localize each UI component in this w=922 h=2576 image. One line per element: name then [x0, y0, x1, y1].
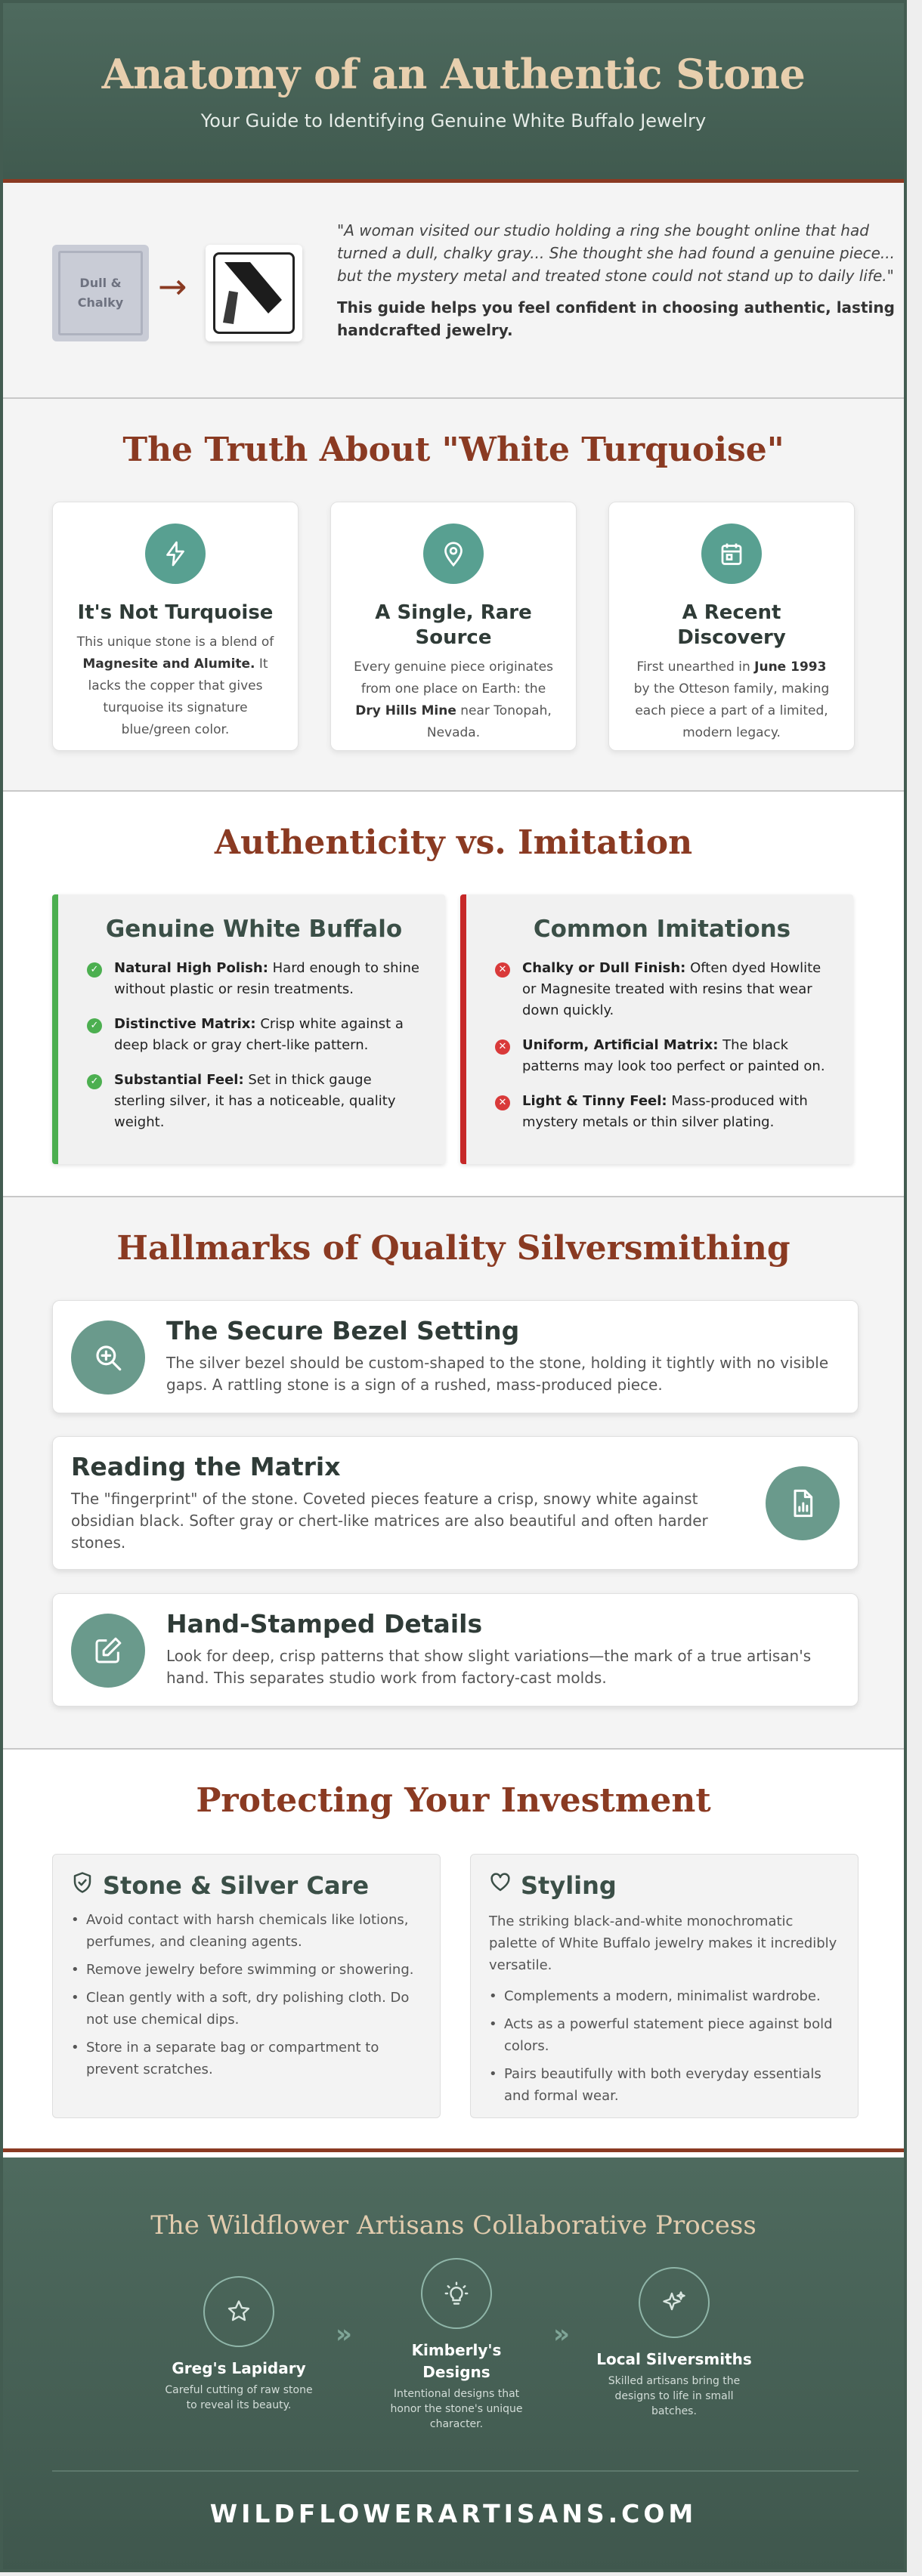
- hallmark-matrix: [52, 1436, 859, 1570]
- authenticity-section: [3, 792, 904, 1197]
- list-item: ✕ Light & Tinny Feel: Mass-produced with mystery metals or thin silver plating.: [490, 1091, 834, 1133]
- check-icon: ✓: [87, 962, 102, 978]
- header: [3, 3, 904, 183]
- lightbulb-icon: [421, 2258, 492, 2329]
- hallmark-text: The silver bezel should be custom-shaped to the stone, holding it tightly with no visible gaps. A rattling stone is a sign of a rushed, mass-produced piece.: [166, 1354, 829, 1394]
- hallmark-title: Hand-Stamped Details: [166, 1609, 483, 1639]
- star-icon: [203, 2276, 274, 2347]
- page-title: Anatomy of an Authentic Stone: [101, 50, 806, 98]
- authenticity-title: Authenticity vs. Imitation: [214, 823, 693, 862]
- list-item: ✓ Distinctive Matrix: Crisp white against a deep black or gray chert-like pattern.: [82, 1014, 425, 1056]
- imitation-column: [460, 894, 853, 1164]
- step-title: Kimberly's Designs: [411, 2341, 502, 2381]
- footer: [3, 2157, 904, 2572]
- page-subtitle: Your Guide to Identifying Genuine White Buffalo Jewelry: [200, 110, 707, 131]
- care-box: [52, 1854, 441, 2118]
- check-icon: ✓: [87, 1018, 102, 1033]
- hallmark-stamped: [52, 1593, 859, 1707]
- dull-stone-label: Dull & Chalky: [58, 251, 143, 335]
- imitation-heading: Common Imitations: [533, 916, 791, 943]
- fact-card-text: First unearthed in June 1993 by the Otteson family, making each piece a part of a limited, modern legacy.: [633, 659, 830, 740]
- list-item: ✕ Uniform, Artificial Matrix: The black patterns may look too perfect or painted on.: [490, 1035, 834, 1077]
- process-step-designs: [377, 2258, 536, 2432]
- truth-section: [3, 399, 904, 792]
- step-desc: Skilled artisans bring the designs to life in small batches.: [608, 2375, 741, 2417]
- hallmarks-section: [3, 1197, 904, 1750]
- step-desc: Careful cutting of raw stone to reveal its beauty.: [165, 2384, 313, 2411]
- fact-card-title: A Single, Rare Source: [375, 601, 532, 649]
- guide-purpose: This guide helps you feel confident in choosing authentic, lasting handcrafted jewelry.: [337, 298, 895, 339]
- fact-card-text: This unique stone is a blend of Magnesite and Alumite. It lacks the copper that gives turquoise its signature blue/green color.: [76, 635, 274, 737]
- calendar-icon: [701, 524, 762, 584]
- intro-section: [3, 183, 904, 399]
- list-item: • Pairs beautifully with both everyday essentials and formal wear.: [489, 2063, 840, 2107]
- list-item: • Store in a separate bag or compartment to prevent scratches.: [71, 2037, 422, 2080]
- intro-quote-block: [337, 219, 900, 341]
- hallmarks-title: Hallmarks of Quality Silversmithing: [116, 1229, 791, 1268]
- shield-check-icon: [71, 1871, 94, 1900]
- list-item: ✓ Substantial Feel: Set in thick gauge sterling silver, it has a noticeable, quality weight.: [82, 1070, 425, 1133]
- dull-stone-sample: [52, 245, 149, 341]
- fact-card-recent-discovery: [608, 502, 855, 751]
- magnifier-plus-icon: [71, 1320, 145, 1395]
- care-heading: Stone & Silver Care: [71, 1871, 422, 1900]
- arrow-right-icon: →: [158, 266, 187, 307]
- website-link[interactable]: WILDFLOWERARTISANS.COM: [209, 2499, 698, 2528]
- hallmark-title: The Secure Bezel Setting: [166, 1316, 520, 1345]
- list-item: • Clean gently with a soft, dry polishing cloth. Do not use chemical dips.: [71, 1987, 422, 2031]
- footer-divider: [52, 2470, 859, 2472]
- list-item: • Acts as a powerful statement piece against bold colors.: [489, 2013, 840, 2057]
- list-item: • Avoid contact with harsh chemicals like lotions, perfumes, and cleaning agents.: [71, 1909, 422, 1953]
- lightning-icon: [145, 524, 206, 584]
- sparkles-icon: [639, 2267, 710, 2338]
- fact-card-text: Every genuine piece originates from one place on Earth: the Dry Hills Mine near Tonopah, Nevada.: [354, 659, 553, 740]
- list-item: ✕ Chalky or Dull Finish: Often dyed Howlite or Magnesite treated with resins that wear down quickly.: [490, 958, 834, 1021]
- genuine-column: [52, 894, 445, 1164]
- chevron-double-right-icon: »: [336, 2319, 352, 2349]
- styling-box: [470, 1854, 859, 2118]
- process-step-silversmiths: [595, 2267, 753, 2419]
- protect-section: [3, 1750, 904, 2152]
- styling-heading: Styling: [489, 1871, 840, 1900]
- pencil-square-icon: [71, 1614, 145, 1688]
- truth-title: The Truth About "White Turquoise": [122, 431, 784, 469]
- list-item: • Remove jewelry before swimming or showering.: [71, 1959, 422, 1981]
- fact-card-not-turquoise: [52, 502, 299, 751]
- x-icon: ✕: [495, 962, 510, 978]
- footer-title: The Wildflower Artisans Collaborative Process: [150, 2210, 756, 2241]
- location-pin-icon: [423, 524, 484, 584]
- step-title: Greg's Lapidary: [172, 2359, 306, 2377]
- check-icon: ✓: [87, 1074, 102, 1089]
- hallmark-text: Look for deep, crisp patterns that show slight variations—the mark of a true artisan's hand. This separates studio work from factory-cast molds.: [166, 1647, 812, 1687]
- matrix-pattern-icon: [213, 252, 295, 334]
- hallmark-text: The "fingerprint" of the stone. Coveted pieces feature a crisp, snowy white against obsidian black. Softer gray or chert-like matrices are also beautiful and often harder stones.: [71, 1490, 708, 1552]
- protect-title: Protecting Your Investment: [196, 1781, 711, 1820]
- hallmark-title: Reading the Matrix: [71, 1452, 341, 1481]
- process-step-lapidary: [159, 2276, 318, 2413]
- fact-card-title: It's Not Turquoise: [77, 601, 274, 624]
- customer-quote: "A woman visited our studio holding a ring she bought online that had turned a dull, chalky gray... She thought she had found a genuine piece... but the mystery metal and treated stone could not stand up to daily life.": [337, 221, 895, 285]
- hallmark-bezel: [52, 1300, 859, 1413]
- heart-icon: [489, 1871, 512, 1900]
- fact-card-single-source: [330, 502, 577, 751]
- list-item: ✓ Natural High Polish: Hard enough to shine without plastic or resin treatments.: [82, 958, 425, 1000]
- genuine-heading: Genuine White Buffalo: [105, 916, 403, 943]
- step-title: Local Silversmiths: [596, 2350, 752, 2368]
- list-item: • Complements a modern, minimalist wardrobe.: [489, 1985, 840, 2007]
- step-desc: Intentional designs that honor the stone's unique character.: [390, 2388, 523, 2430]
- chart-document-icon: [766, 1466, 840, 1540]
- x-icon: ✕: [495, 1039, 510, 1055]
- chevron-double-right-icon: »: [553, 2319, 570, 2349]
- genuine-stone-sample: [206, 245, 302, 341]
- x-icon: ✕: [495, 1095, 510, 1110]
- styling-lead: The striking black-and-white monochromatic palette of White Buffalo jewelry makes it incredibly versatile.: [489, 1913, 837, 1973]
- fact-card-title: A Recent Discovery: [677, 601, 786, 649]
